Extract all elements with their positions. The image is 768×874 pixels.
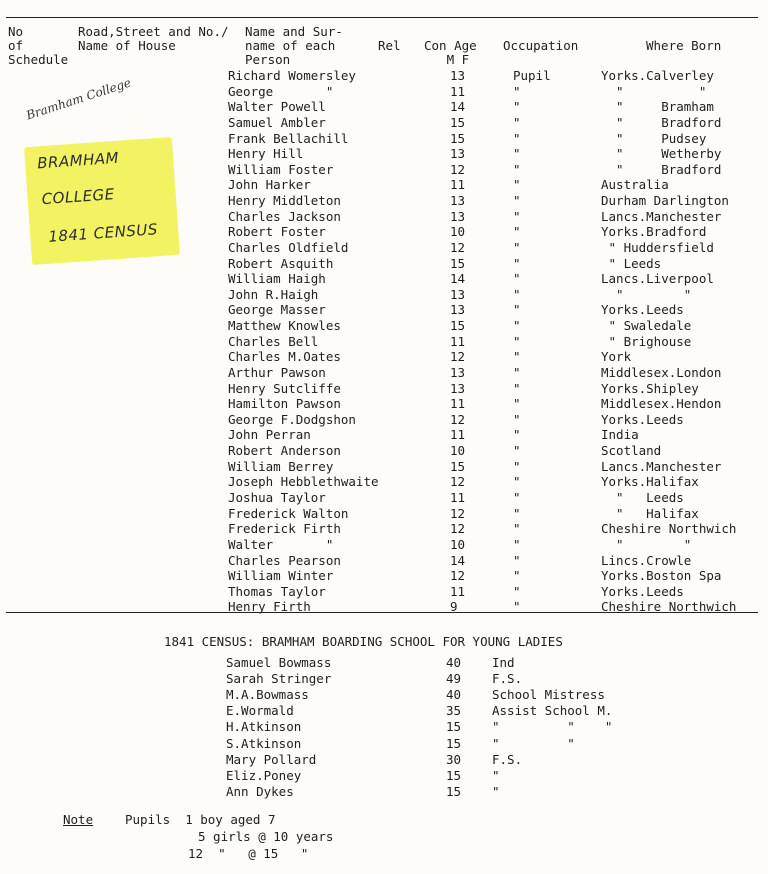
pupil-age: 14 xyxy=(450,99,466,115)
pupil-birthplace: " " xyxy=(601,286,692,302)
pupil-birthplace: Cheshire Northwich xyxy=(601,599,737,615)
pupil-occupation: " xyxy=(513,255,521,271)
table-row xyxy=(0,271,768,286)
table-row xyxy=(0,443,768,458)
pupil-age: 14 xyxy=(450,552,466,568)
pupil-age: 14 xyxy=(450,271,466,287)
pupil-age: 13 xyxy=(450,286,466,302)
pupil-name: Matthew Knowles xyxy=(228,318,341,334)
header-name: Name and Sur- name of each Person xyxy=(245,24,343,67)
table-row xyxy=(0,427,768,442)
pupil-name: Henry Middleton xyxy=(228,193,341,209)
pupil-name: Frederick Walton xyxy=(228,505,349,521)
pupil-birthplace: York xyxy=(601,349,632,365)
pupil-age: 12 xyxy=(450,161,466,177)
sticky-line-3: 1841 CENSUS xyxy=(47,220,159,246)
resident-name: E.Wormald xyxy=(226,703,294,719)
pupil-birthplace: Lincs.Crowle xyxy=(601,552,692,568)
pupil-occupation: " xyxy=(513,177,521,193)
resident-age: 15 xyxy=(446,735,462,751)
pupil-age: 13 xyxy=(450,146,466,162)
pupil-birthplace: " Brighouse xyxy=(601,333,692,349)
pupil-birthplace: " Leeds xyxy=(601,255,662,271)
table-row xyxy=(0,240,768,255)
table-row xyxy=(0,177,768,192)
table-row xyxy=(0,256,768,271)
pupil-age: 12 xyxy=(450,239,466,255)
pupil-occupation: " xyxy=(513,208,521,224)
pupil-name: George " xyxy=(228,83,334,99)
table-row xyxy=(0,752,768,768)
resident-occupation: " xyxy=(492,767,500,783)
resident-name: Ann Dykes xyxy=(226,783,294,799)
pupil-occupation: " xyxy=(513,521,521,537)
pupil-age: 12 xyxy=(450,411,466,427)
resident-name: Samuel Bowmass xyxy=(226,655,332,670)
pupil-name: Arthur Pawson xyxy=(228,364,326,380)
pupil-birthplace: " " xyxy=(601,536,692,552)
resident-name: S.Atkinson xyxy=(226,735,302,751)
table-row xyxy=(0,687,768,703)
table-row xyxy=(0,318,768,333)
pupil-name: Robert Foster xyxy=(228,224,326,240)
table-row xyxy=(0,287,768,302)
pupil-name: Henry Hill xyxy=(228,146,304,162)
table-row xyxy=(0,412,768,427)
pupil-age: 9 xyxy=(450,599,458,615)
pupil-birthplace: Yorks.Calverley xyxy=(601,68,714,83)
pupil-birthplace: " " xyxy=(601,83,707,99)
header-schedule: No of Schedule xyxy=(8,24,69,67)
pupil-birthplace: Yorks.Leeds xyxy=(601,583,684,599)
note-line-3: 12 " @ 15 " xyxy=(188,846,309,861)
resident-name: H.Atkinson xyxy=(226,719,302,735)
pupil-age: 11 xyxy=(450,177,466,193)
pupil-occupation: " xyxy=(513,443,521,459)
pupil-name: Robert Anderson xyxy=(228,443,341,459)
table-row xyxy=(0,553,768,568)
pupil-occupation: " xyxy=(513,146,521,162)
pupil-name: Charles M.Oates xyxy=(228,349,341,365)
pupil-name: George Masser xyxy=(228,302,326,318)
pupil-age: 11 xyxy=(450,490,466,505)
pupil-name: George F.Dodgshon xyxy=(228,411,356,427)
table-row xyxy=(0,193,768,208)
pupil-birthplace: " Bradford xyxy=(601,161,722,177)
pupil-occupation: " xyxy=(513,427,521,443)
pupil-birthplace: Lancs.Manchester xyxy=(601,458,722,474)
pupil-age: 10 xyxy=(450,224,466,240)
pupil-birthplace: Yorks.Bradford xyxy=(601,224,707,240)
pupil-birthplace: Middlesex.London xyxy=(601,364,722,380)
pupil-occupation: " xyxy=(513,318,521,334)
resident-occupation: F.S. xyxy=(492,671,523,687)
pupil-occupation: " xyxy=(513,333,521,349)
sticky-line-1: BRAMHAM xyxy=(36,148,120,173)
header-address: Road,Street and No./ Name of House xyxy=(78,24,229,53)
pupil-name: Henry Firth xyxy=(228,599,311,615)
table-row xyxy=(0,334,768,349)
pupil-age: 12 xyxy=(450,505,466,521)
resident-age: 15 xyxy=(446,783,462,799)
pupil-age: 11 xyxy=(450,396,466,412)
header-age: Con Age M F xyxy=(424,38,477,67)
table-row xyxy=(0,99,768,114)
note-line-1: Pupils 1 boy aged 7 xyxy=(125,812,276,827)
table-row xyxy=(0,459,768,474)
table-row xyxy=(0,584,768,599)
pupil-occupation: " xyxy=(513,130,521,146)
pupil-birthplace: Yorks.Leeds xyxy=(601,302,684,318)
pupil-occupation: " xyxy=(513,114,521,130)
pupil-birthplace: Cheshire Northwich xyxy=(601,521,737,537)
pupil-birthplace: Durham Darlington xyxy=(601,193,729,209)
pupil-age: 13 xyxy=(450,193,466,209)
sticky-line-2: COLLEGE xyxy=(41,185,116,209)
table-row xyxy=(0,474,768,489)
pupil-occupation: " xyxy=(513,599,521,615)
pupil-name: Charles Bell xyxy=(228,333,319,349)
note-label: Note xyxy=(63,812,94,827)
table-row xyxy=(0,209,768,224)
pupil-name: Thomas Taylor xyxy=(228,583,326,599)
pupil-birthplace: Yorks.Shipley xyxy=(601,380,699,396)
table-row xyxy=(0,490,768,505)
pupil-age: 15 xyxy=(450,114,466,130)
section-divider xyxy=(6,612,758,613)
pupil-age: 12 xyxy=(450,474,466,490)
pupil-birthplace: " Huddersfield xyxy=(601,239,714,255)
pupil-age: 13 xyxy=(450,68,466,83)
pupil-occupation: " xyxy=(513,364,521,380)
pupil-occupation: " xyxy=(513,193,521,209)
top-rule xyxy=(6,17,758,18)
pupil-birthplace: " Bramham xyxy=(601,99,714,115)
table-row xyxy=(0,671,768,687)
pupil-occupation: Pupil xyxy=(513,68,551,83)
table-row xyxy=(0,349,768,364)
pupil-name: Joshua Taylor xyxy=(228,490,326,505)
pupil-birthplace: Middlesex.Hendon xyxy=(601,396,722,412)
pupil-occupation: " xyxy=(513,583,521,599)
table-row xyxy=(0,68,768,83)
pupil-occupation: " xyxy=(513,552,521,568)
resident-occupation: " " " xyxy=(492,719,613,735)
pupil-birthplace: Scotland xyxy=(601,443,662,459)
pupil-name: William Foster xyxy=(228,161,334,177)
pupil-name: William Berrey xyxy=(228,458,334,474)
table-row xyxy=(0,84,768,99)
header-occupation: Occupation xyxy=(503,38,579,53)
table-row xyxy=(0,162,768,177)
resident-name: Eliz.Poney xyxy=(226,767,302,783)
pupil-birthplace: Lancs.Manchester xyxy=(601,208,722,224)
pupil-occupation: " xyxy=(513,271,521,287)
pupil-age: 10 xyxy=(450,443,466,459)
table-row xyxy=(0,736,768,752)
table-row xyxy=(0,302,768,317)
pupil-birthplace: " Bradford xyxy=(601,114,722,130)
pupil-name: John Harker xyxy=(228,177,311,193)
pupil-occupation: " xyxy=(513,411,521,427)
resident-age: 30 xyxy=(446,751,462,767)
table-row xyxy=(0,506,768,521)
pupil-name: Charles Jackson xyxy=(228,208,341,224)
resident-age: 35 xyxy=(446,703,462,719)
section2-title: 1841 CENSUS: BRAMHAM BOARDING SCHOOL FOR YOUNG LADIES xyxy=(164,634,563,649)
pupil-name: Richard Womersley xyxy=(228,68,356,83)
pupil-name: Frank Bellachill xyxy=(228,130,349,146)
pupil-name: Charles Oldfield xyxy=(228,239,349,255)
resident-name: M.A.Bowmass xyxy=(226,687,309,703)
table-row xyxy=(0,655,768,671)
pupil-occupation: " xyxy=(513,239,521,255)
handwritten-annotation: Bramham College xyxy=(24,75,133,123)
table-row xyxy=(0,521,768,536)
pupil-age: 12 xyxy=(450,349,466,365)
pupil-birthplace: India xyxy=(601,427,639,443)
pupil-age: 10 xyxy=(450,536,466,552)
resident-occupation: " xyxy=(492,783,500,799)
resident-occupation: " " xyxy=(492,735,575,751)
pupil-birthplace: " Swaledale xyxy=(601,318,692,334)
pupil-age: 12 xyxy=(450,521,466,537)
resident-occupation: Assist School M. xyxy=(492,703,613,719)
pupil-birthplace: " Wetherby xyxy=(601,146,722,162)
pupil-age: 15 xyxy=(450,318,466,334)
resident-name: Mary Pollard xyxy=(226,751,317,767)
pupil-occupation: " xyxy=(513,286,521,302)
table-row xyxy=(0,224,768,239)
table-row xyxy=(0,131,768,146)
pupil-age: 15 xyxy=(450,255,466,271)
table-row xyxy=(0,784,768,800)
pupil-occupation: " xyxy=(513,474,521,490)
table-row xyxy=(0,146,768,161)
resident-age: 40 xyxy=(446,655,462,670)
pupil-age: 12 xyxy=(450,568,466,584)
pupil-birthplace: " Leeds xyxy=(601,490,684,505)
pupil-occupation: " xyxy=(513,83,521,99)
pupil-birthplace: Yorks.Boston Spa xyxy=(601,568,722,584)
resident-occupation: School Mistress xyxy=(492,687,605,703)
pupil-name: Walter Powell xyxy=(228,99,326,115)
resident-occupation: Ind xyxy=(492,655,515,670)
pupil-name: William Haigh xyxy=(228,271,326,287)
resident-age: 15 xyxy=(446,719,462,735)
pupil-name: Walter " xyxy=(228,536,334,552)
table-row xyxy=(0,768,768,784)
resident-age: 40 xyxy=(446,687,462,703)
pupil-age: 13 xyxy=(450,208,466,224)
table-row xyxy=(0,365,768,380)
header-where-born: Where Born xyxy=(646,38,722,53)
pupil-occupation: " xyxy=(513,302,521,318)
pupil-age: 13 xyxy=(450,364,466,380)
header-rel: Rel xyxy=(378,38,401,53)
pupil-occupation: " xyxy=(513,568,521,584)
pupil-occupation: " xyxy=(513,536,521,552)
pupil-birthplace: Yorks.Leeds xyxy=(601,411,684,427)
pupil-name: William Winter xyxy=(228,568,334,584)
resident-name: Sarah Stringer xyxy=(226,671,332,687)
pupil-birthplace: Yorks.Halifax xyxy=(601,474,699,490)
pupil-age: 11 xyxy=(450,427,466,443)
table-row xyxy=(0,703,768,719)
pupil-age: 11 xyxy=(450,333,466,349)
pupil-birthplace: Lancs.Liverpool xyxy=(601,271,714,287)
pupil-occupation: " xyxy=(513,396,521,412)
table-row xyxy=(0,537,768,552)
table-row xyxy=(0,381,768,396)
pupil-occupation: " xyxy=(513,380,521,396)
pupil-occupation: " xyxy=(513,161,521,177)
pupil-name: John R.Haigh xyxy=(228,286,319,302)
pupil-occupation: " xyxy=(513,490,521,505)
pupil-birthplace: Australia xyxy=(601,177,669,193)
pupil-age: 11 xyxy=(450,583,466,599)
pupil-birthplace: " Halifax xyxy=(601,505,699,521)
table-row xyxy=(0,115,768,130)
table-row xyxy=(0,396,768,411)
pupil-name: Samuel Ambler xyxy=(228,114,326,130)
pupil-age: 15 xyxy=(450,458,466,474)
resident-occupation: F.S. xyxy=(492,751,523,767)
pupil-age: 13 xyxy=(450,302,466,318)
pupil-name: Hamilton Pawson xyxy=(228,396,341,412)
pupil-occupation: " xyxy=(513,458,521,474)
pupil-name: John Perran xyxy=(228,427,311,443)
pupil-age: 13 xyxy=(450,380,466,396)
pupil-name: Robert Asquith xyxy=(228,255,334,271)
resident-age: 49 xyxy=(446,671,462,687)
pupil-occupation: " xyxy=(513,505,521,521)
pupil-name: Joseph Hebblethwaite xyxy=(228,474,379,490)
pupil-name: Henry Sutcliffe xyxy=(228,380,341,396)
pupil-name: Charles Pearson xyxy=(228,552,341,568)
pupil-name: Frederick Firth xyxy=(228,521,341,537)
note-line-2: 5 girls @ 10 years xyxy=(198,829,334,844)
pupil-occupation: " xyxy=(513,224,521,240)
pupil-occupation: " xyxy=(513,349,521,365)
resident-age: 15 xyxy=(446,767,462,783)
pupil-age: 11 xyxy=(450,83,466,99)
table-row xyxy=(0,568,768,583)
pupil-occupation: " xyxy=(513,99,521,115)
pupil-age: 15 xyxy=(450,130,466,146)
table-row xyxy=(0,719,768,735)
pupil-birthplace: " Pudsey xyxy=(601,130,707,146)
